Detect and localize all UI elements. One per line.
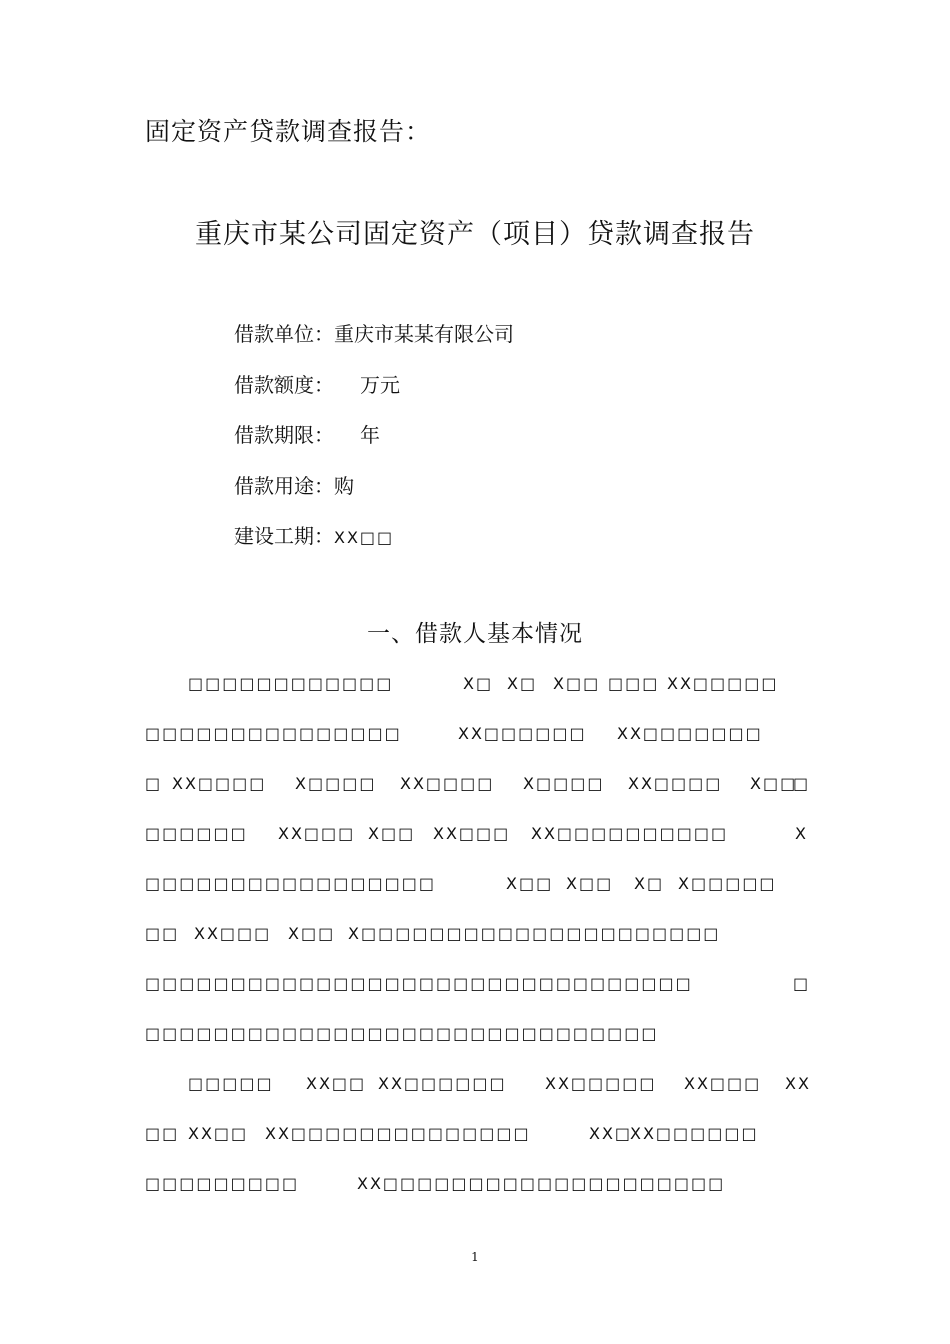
body-text: XX bbox=[785, 1074, 811, 1093]
body-text: □□□□□□□□□□□□□□□□□ bbox=[145, 874, 436, 893]
body-text: □□□ bbox=[608, 674, 660, 693]
purpose-value: 购 bbox=[334, 473, 354, 498]
amount-label: 借款额度： bbox=[234, 372, 334, 397]
term-value: 年 bbox=[360, 423, 380, 447]
body-text: □□ bbox=[145, 1124, 180, 1143]
body-text: XX□□□□□□□□□□ bbox=[531, 824, 729, 843]
term-label: 借款期限： bbox=[234, 423, 334, 447]
body-text: XX□□□□□ bbox=[545, 1074, 657, 1093]
body-text: □□ bbox=[145, 924, 180, 943]
borrower-label: 借款单位： bbox=[234, 322, 334, 346]
body-text: XX□□□□□□□ bbox=[617, 724, 763, 743]
body-text: X□□ bbox=[553, 674, 601, 693]
body-text: □□□□□□□□□□□□□□□□□□□□□□□□□□□□□□□□ bbox=[145, 974, 693, 993]
body-text: XX□□ bbox=[306, 1074, 367, 1093]
body-text: □□□□□□□□□□□□□□□ bbox=[145, 724, 402, 743]
purpose-row bbox=[234, 470, 514, 521]
body-text: □ bbox=[793, 774, 811, 793]
body-text: XX□ bbox=[589, 1124, 633, 1143]
body-text: X□ bbox=[463, 674, 494, 693]
period-value: XX□□ bbox=[334, 528, 395, 547]
body-text: XX□□□□ bbox=[400, 774, 495, 793]
period-row bbox=[234, 520, 514, 571]
body-text: XX□□□□□□ bbox=[378, 1074, 507, 1093]
body-text: XX□□□ bbox=[433, 824, 511, 843]
body-text: □□□□□□□□□ bbox=[145, 1174, 300, 1193]
amount-row bbox=[234, 369, 514, 420]
body-text: XX□□□ bbox=[278, 824, 356, 843]
document-title: 固定资产贷款调查报告： bbox=[145, 117, 432, 146]
body-text: XX□□□□□ bbox=[667, 674, 779, 693]
body-text: XX□□□□□□ bbox=[630, 1124, 759, 1143]
body-text: XX□□□ bbox=[684, 1074, 762, 1093]
body-text: XX□□□□□□□□□□□□□□□□□□□□ bbox=[357, 1174, 726, 1193]
body-text: X□□ bbox=[506, 874, 554, 893]
body-text: XX□□ bbox=[188, 1124, 249, 1143]
purpose-label: 借款用途： bbox=[234, 473, 334, 498]
body-text: X□ bbox=[507, 674, 538, 693]
body-text: XX□□□□ bbox=[628, 774, 723, 793]
body-text: XX□□□ bbox=[194, 924, 272, 943]
body-text: □ bbox=[145, 774, 163, 793]
body-text: □□□□□□ bbox=[145, 824, 248, 843]
body-text: X□□ bbox=[288, 924, 336, 943]
body-text: X□□□□ bbox=[523, 774, 605, 793]
body-text: □□□□□ bbox=[188, 1074, 274, 1093]
amount-value: 万元 bbox=[360, 372, 400, 397]
body-text: □□□□□□□□□□□□ bbox=[188, 674, 394, 693]
body-text: X□□ bbox=[566, 874, 614, 893]
borrower-row bbox=[234, 318, 514, 369]
loan-info bbox=[234, 318, 514, 571]
body-text: XX□□□□□□ bbox=[458, 724, 587, 743]
body-text: X□□□□□ bbox=[678, 874, 777, 893]
body-text: X□□□□ bbox=[295, 774, 377, 793]
page-number: 1 bbox=[471, 1250, 479, 1264]
body-text: XX□□□□□□□□□□□□□□ bbox=[265, 1124, 531, 1143]
body-text: X□□□□□□□□□□□□□□□□□□□□□ bbox=[348, 924, 721, 943]
section-heading: 一、借款人基本情况 bbox=[367, 621, 583, 647]
body-text: X□ bbox=[634, 874, 665, 893]
period-label: 建设工期： bbox=[234, 524, 334, 548]
body-text: □□□□□□□□□□□□□□□□□□□□□□□□□□□□□□ bbox=[145, 1024, 659, 1043]
body-text: X□□ bbox=[750, 774, 798, 793]
report-title: 重庆市某公司固定资产（项目）贷款调查报告 bbox=[195, 219, 755, 250]
borrower-value: 重庆市某某有限公司 bbox=[334, 322, 514, 346]
body-text: X□□ bbox=[368, 824, 416, 843]
body-text: XX□□□□ bbox=[172, 774, 267, 793]
body-text: X bbox=[795, 824, 808, 843]
term-row bbox=[234, 419, 514, 470]
body-text: □ bbox=[793, 974, 811, 993]
